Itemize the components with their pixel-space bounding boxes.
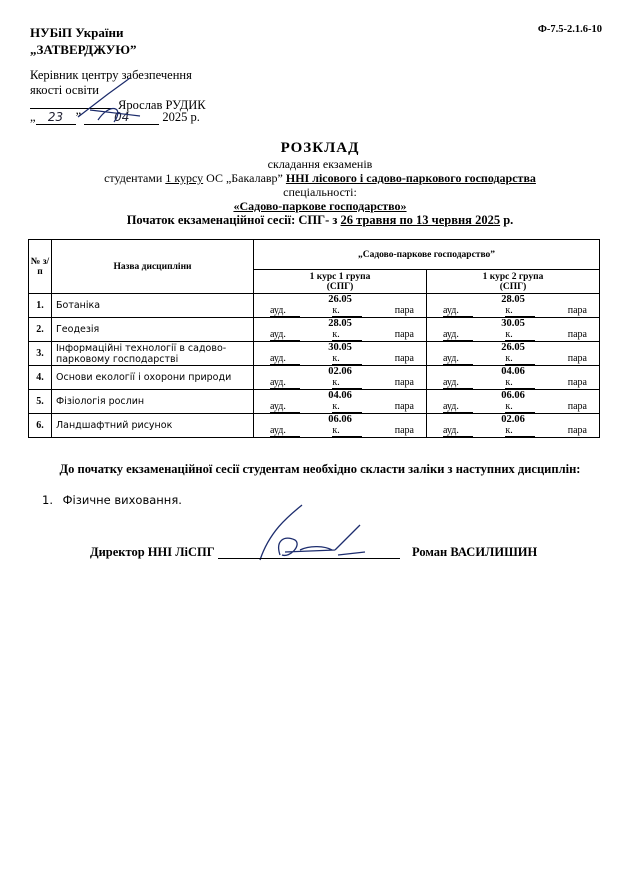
exam-date: 06.06: [328, 414, 352, 425]
exam-date: 26.05: [501, 342, 525, 353]
col-name-header: Назва дисципліни: [52, 240, 254, 294]
exam-date: 28.05: [328, 318, 352, 329]
slot-k: к.: [505, 401, 535, 413]
exam-slot: [427, 342, 600, 366]
row-num: 4.: [29, 366, 52, 390]
row-discipline: Геодезія: [52, 318, 254, 342]
exam-slot: [254, 294, 427, 318]
slot-aud: ауд.: [443, 305, 473, 317]
exam-slot: [254, 318, 427, 342]
table-row: [29, 366, 600, 390]
slot-para: пара: [394, 305, 414, 316]
row-num: 5.: [29, 390, 52, 414]
slot-k: к.: [332, 401, 362, 413]
slot-k: к.: [505, 353, 535, 365]
group-header-2: 1 курс 2 група (СПГ): [427, 270, 600, 294]
exam-slot-fields: [254, 329, 426, 341]
exam-date: 06.06: [501, 390, 525, 401]
exam-slot: [427, 366, 600, 390]
exam-date: 30.05: [501, 318, 525, 329]
exam-slot-fields: [254, 305, 426, 317]
specialty-label: спеціальності:: [283, 185, 357, 199]
slot-para: пара: [567, 377, 587, 388]
table-row: [29, 318, 600, 342]
approval-month: 04: [84, 110, 159, 125]
slot-para: пара: [567, 353, 587, 364]
session-line: Початок екзаменаційної сесії: СПГ- з 26 травня по 13 червня 2025 р.: [126, 213, 514, 227]
org-name: НУБіП України: [30, 25, 124, 40]
approval-date: „ 23 ” 04 2025 р.: [30, 110, 200, 124]
slot-k: к.: [332, 353, 362, 365]
slot-k: к.: [332, 305, 362, 317]
approver-position-1: Керівник центру забезпечення: [30, 68, 192, 82]
credit-num: 1.: [42, 493, 53, 507]
slot-k: к.: [332, 377, 362, 389]
row-num: 1.: [29, 294, 52, 318]
slot-aud: ауд.: [443, 401, 473, 413]
exam-slot-fields: [254, 377, 426, 389]
slot-para: пара: [567, 329, 587, 340]
students-line: студентами 1 курсу ОС „Бакалавр” ННІ лісового і садово-паркового господарства: [104, 171, 536, 185]
row-discipline: Фізіологія рослин: [52, 390, 254, 414]
exam-slot-fields: [427, 353, 599, 365]
slot-aud: ауд.: [270, 305, 300, 317]
institute: ННІ лісового і садово-паркового господарства: [285, 171, 536, 185]
director-signature-line: [218, 558, 400, 559]
slot-k: к.: [505, 329, 535, 341]
slot-para: пара: [394, 377, 414, 388]
exam-date: 04.06: [328, 390, 352, 401]
slot-aud: ауд.: [443, 353, 473, 365]
row-discipline: Ботаніка: [52, 294, 254, 318]
slot-aud: ауд.: [443, 377, 473, 389]
slot-aud: ауд.: [270, 425, 300, 437]
pre-session-note: До початку екзаменаційної сесії студентам необхідно скласти заліки з наступних дисциплін:: [59, 462, 581, 476]
course: 1 курсу: [165, 171, 204, 185]
exam-date: 04.06: [501, 366, 525, 377]
slot-k: к.: [332, 425, 362, 437]
table-row: [29, 414, 600, 438]
director-role: Директор ННІ ЛіСПГ: [90, 545, 215, 559]
slot-para: пара: [567, 425, 587, 436]
row-discipline: Ландшафтний рисунок: [52, 414, 254, 438]
credit-name: Фізичне виховання.: [62, 493, 182, 507]
slot-aud: ауд.: [443, 329, 473, 341]
approver-signature-scribble: [70, 72, 150, 127]
director-name: Роман ВАСИЛИШИН: [412, 545, 538, 559]
slot-k: к.: [505, 305, 535, 317]
exam-slot: [254, 342, 427, 366]
row-num: 3.: [29, 342, 52, 366]
slot-aud: ауд.: [270, 329, 300, 341]
exam-date: 02.06: [328, 366, 352, 377]
group-header-1: 1 курс 1 група (СПГ): [254, 270, 427, 294]
slot-aud: ауд.: [443, 425, 473, 437]
specialty-name: «Садово-паркове господарство»: [233, 199, 407, 213]
exam-slot-fields: [254, 425, 426, 437]
doc-subtitle: складання екзаменів: [267, 157, 373, 171]
row-discipline: Інформаційні технології в садово-парковому господарстві: [52, 342, 254, 366]
slot-aud: ауд.: [270, 377, 300, 389]
table-row: [29, 390, 600, 414]
exam-date: 28.05: [501, 294, 525, 305]
approver-name: Ярослав РУДИК: [118, 98, 206, 112]
exam-slot-fields: [254, 401, 426, 413]
row-num: 2.: [29, 318, 52, 342]
col-specialty-header: „Садово-паркове господарство”: [254, 240, 600, 270]
slot-aud: ауд.: [270, 401, 300, 413]
approver-position-2: якості освіти: [30, 83, 99, 97]
col-num-header: № з/п: [29, 240, 52, 294]
exam-slot: [254, 390, 427, 414]
exam-slot-fields: [427, 377, 599, 389]
exam-slot: [427, 318, 600, 342]
exam-date: 30.05: [328, 342, 352, 353]
exam-slot: [427, 294, 600, 318]
slot-para: пара: [394, 401, 414, 412]
exam-slot-fields: [254, 353, 426, 365]
header-org-block: [30, 24, 136, 58]
table-row: [29, 342, 600, 366]
slot-k: к.: [332, 329, 362, 341]
slot-para: пара: [394, 425, 414, 436]
form-code: Ф-7.5-2.1.6-10: [537, 24, 602, 35]
exam-slot-fields: [427, 329, 599, 341]
credit-list: [42, 493, 182, 507]
approve-word: „ЗАТВЕРДЖУЮ”: [30, 42, 137, 57]
approval-day: 23: [36, 110, 76, 125]
exam-date: 26.05: [328, 294, 352, 305]
exam-slot-fields: [427, 425, 599, 437]
schedule-table: [28, 239, 600, 438]
row-discipline: Основи екології і охорони природи: [52, 366, 254, 390]
exam-date: 02.06: [501, 414, 525, 425]
slot-para: пара: [394, 353, 414, 364]
approval-year: 2025 р.: [162, 110, 200, 124]
slot-para: пара: [567, 401, 587, 412]
session-dates: 26 травня по 13 червня 2025: [340, 213, 501, 227]
exam-slot: [427, 414, 600, 438]
slot-k: к.: [505, 425, 535, 437]
exam-slot: [427, 390, 600, 414]
exam-slot-fields: [427, 401, 599, 413]
row-num: 6.: [29, 414, 52, 438]
slot-para: пара: [394, 329, 414, 340]
schedule-body: [29, 294, 600, 438]
exam-slot: [254, 366, 427, 390]
table-row: [29, 294, 600, 318]
slot-para: пара: [567, 305, 587, 316]
exam-slot-fields: [427, 305, 599, 317]
director-signature: [240, 500, 370, 575]
exam-slot: [254, 414, 427, 438]
doc-title: РОЗКЛАД: [280, 140, 360, 156]
slot-k: к.: [505, 377, 535, 389]
title-block: [0, 139, 640, 227]
degree: ОС „Бакалавр”: [206, 171, 283, 185]
slot-aud: ауд.: [270, 353, 300, 365]
